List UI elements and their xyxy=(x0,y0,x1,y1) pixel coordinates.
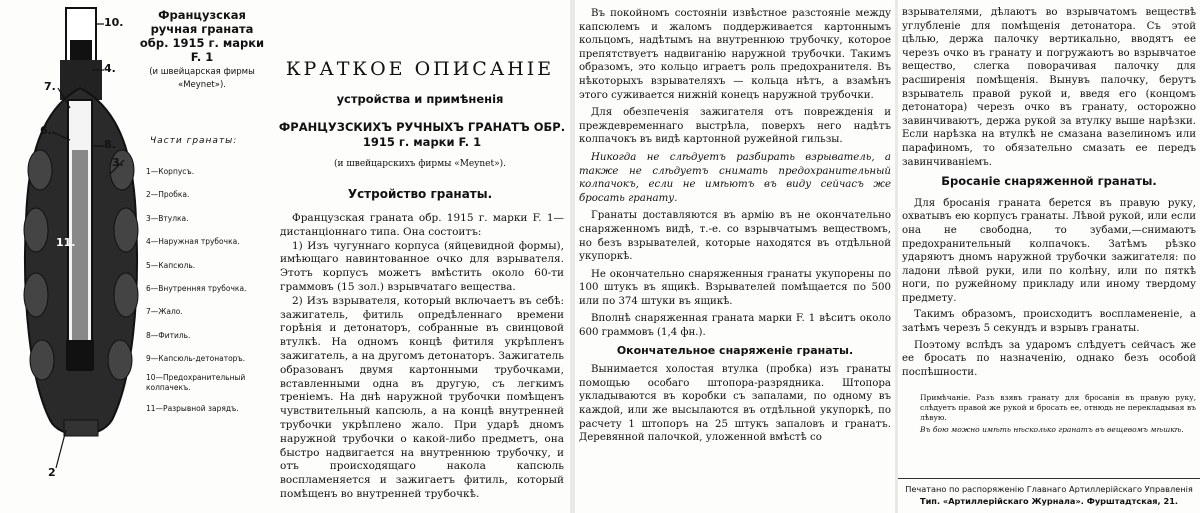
document-title: КРАТКОЕ ОПИСАНІЕ xyxy=(285,58,555,80)
callout-4: 4. xyxy=(104,62,116,75)
description-body xyxy=(280,212,564,502)
footnote-line: Примѣчаніе. Разъ взявъ гранату для бросанія въ правую руку, слѣдуетъ правой же рукой и бросать ее, отнюдь не перекладывая въ лѣвую. xyxy=(920,393,1196,423)
callout-3: 3. xyxy=(112,156,124,169)
parts-list-item: 6—Внутренняя трубочка. xyxy=(146,284,247,294)
plug-shape xyxy=(64,420,98,436)
section-heading: Окончательное снаряженіе гранаты. xyxy=(616,343,854,357)
paragraph: 2) Изъ взрывателя, который включаетъ въ себѣ: зажигатель, фитиль опредѣленнаго времени горѣнія и детонаторъ, собранные въ свинцовой втулкѣ. На одномъ концѣ фитиля укрѣпленъ зажигатель, а на другомъ детонаторъ. Зажигатель образованъ двумя картонными трубочками, вставленными одна въ другую, съ легкимъ треніемъ. На днѣ наружной трубочки помѣщенъ чувствительный капсюль, а на концѣ внутренней трубочки укрѣплено жало. При ударѣ дномъ наружной трубочки о какой-либо предметъ, она быстро надвигается на внутреннюю трубочку, и отъ происходящаго накола капсюль воспламеняется и зажигаетъ фитиль, который помѣщенъ во внутренней трубочкѣ. xyxy=(280,294,564,500)
paragraph: Гранаты доставляются въ армію въ не окончательно снаряженномъ видѣ, т.-е. со взрывчатымъ веществомъ, но безъ взрывателей, которые находятся въ отдѣльной укупоркѣ. xyxy=(579,210,891,263)
parts-list-item: 7—Жало. xyxy=(146,307,183,317)
section-heading: Устройство гранаты. xyxy=(347,187,493,201)
fuse-column-shape xyxy=(72,150,88,350)
callout-6: 6. xyxy=(40,124,52,137)
diagram-title: Французская ручная граната обр. 1915 г. марки F. 1 xyxy=(139,8,265,64)
imprint xyxy=(898,478,1200,507)
paragraph: Французская граната обр. 1915 г. марки F. 1— дистанціоннаго типа. Она состоитъ: xyxy=(280,212,564,238)
paragraph: взрывателями, дѣлаютъ во взрывчатомъ веществѣ углубленіе для помѣщенія детонатора. Съ этой цѣлью, держа палочку вертикально, вводятъ ее черезъ очко въ гранату и погружаютъ во взрывчатое вещество, слегка поворачивая палочку для расширенія помѣщенія. Вынувъ палочку, берутъ взрыватель правой рукой и, введя его (концомъ детонатора) черезъ очко въ гранату, осторожно завинчиваютъ, держа рукой за втулку выше нарѣзки. Если нарѣзка на втулкѣ не смазана вазелиномъ или парафиномъ, то обязательно смазать ее передъ завинчиваніемъ. xyxy=(902,7,1196,168)
description-panel xyxy=(270,0,570,513)
diagram-subtitle: (и швейцарская фирмы «Meynet»). xyxy=(149,67,255,90)
paragraph: Въ покойномъ состояніи извѣстное разстояніе между капсюлемъ и жаломъ поддерживается картоннымъ кольцомъ, надѣтымъ на внутреннюю трубочку, которое препятствуетъ надвиганію наружной трубочки. Такимъ образомъ, это кольцо играетъ роль предохранителя. Въ нѣкоторыхъ взрывателяхъ — кольца нѣтъ, а взамѣнъ этого суживается нижній конецъ наружной трубочки. xyxy=(579,8,891,101)
section-heading: Бросаніе снаряженной гранаты. xyxy=(941,174,1157,189)
parts-list-item: 5—Капсюль. xyxy=(146,260,196,270)
parts-list-item: 11—Разрывной зарядъ. xyxy=(146,403,239,413)
parts-list-item: 3—Втулка. xyxy=(146,213,189,223)
imprint-line: Тип. «Артиллерійскаго Журнала». Фурштадтская, 21. xyxy=(919,496,1179,506)
paragraph: 1) Изъ чугуннаго корпуса (яйцевидной формы), имѣющаго навинтованное очко для взрывателя. Этотъ корпусъ можетъ вмѣстить около 60-ти граммовъ (15 зол.) взрывчатаго вещества. xyxy=(280,239,564,293)
parts-list-item: 8—Фитиль. xyxy=(146,330,191,340)
paragraph: Для бросанія граната берется въ правую руку, охватывъ ею корпусъ гранаты. Лѣвой рукой, или если она не свободна, то зубами,—снимаютъ предохранительный колпачокъ. Затѣмъ рѣзко ударяютъ дномъ наружной трубочки зажигателя: по ладони лѣвой руки, или по колѣну, или по пяткѣ ноги, по ружейному прикладу или иному твердому предмету. xyxy=(902,197,1196,304)
parts-list-item: 10—Предохранительный колпачекъ. xyxy=(146,372,246,392)
parts-heading: Части гранаты: xyxy=(150,136,238,146)
callout-8: 8. xyxy=(104,138,116,151)
parts-list-item: 1—Корпусъ. xyxy=(146,167,195,176)
callout-11: 11. xyxy=(56,236,76,249)
usage-body xyxy=(902,6,1196,435)
warning-paragraph: Никогда не слѣдуетъ разбирать взрыватель, а также не слѣдуетъ снимать предохранительный колпачокъ, если не имѣютъ въ виду сейчасъ же бросать гранату. xyxy=(579,151,891,204)
continuation-body xyxy=(579,7,891,449)
footnote xyxy=(920,393,1196,435)
parts-list-item: 4—Наружная трубочка. xyxy=(146,237,240,247)
usage-panel xyxy=(898,0,1200,513)
callout-7: 7. xyxy=(44,80,56,93)
fuse-interior-shape xyxy=(70,40,92,60)
callout-10: 10. xyxy=(104,16,124,29)
paragraph: Такимъ образомъ, происходитъ воспламененіе, а затѣмъ черезъ 5 секундъ и взрывъ гранаты. xyxy=(902,309,1196,335)
paragraph: Поэтому вслѣдъ за ударомъ слѣдуетъ сейчасъ же ее бросать по назначенію, однако безъ особой поспѣшности. xyxy=(902,339,1196,378)
parts-list-item: 2—Пробка. xyxy=(146,190,190,200)
callout-2: 2 xyxy=(48,466,56,479)
parts-list-item: 9—Капсюль-детонаторъ. xyxy=(146,354,246,364)
document-subtitle: устройства и примѣненія xyxy=(336,92,504,106)
document-heading: ФРАНЦУЗСКИХЪ РУЧНЫХЪ ГРАНАТЪ ОБР. 1915 г. марки F. 1 xyxy=(278,120,566,149)
diagram-panel xyxy=(0,0,270,513)
document-heading-note: (и швейцарскихъ фирмы «Meynet»). xyxy=(334,159,506,169)
continuation-panel xyxy=(575,0,895,513)
paragraph: Вполнѣ снаряженная граната марки F. 1 вѣситъ около 600 граммовъ (1,4 фн.). xyxy=(579,313,891,339)
imprint-line: Печатано по распоряженію Главнаго Артиллерійскаго Управленія xyxy=(905,484,1193,494)
paragraph: Вынимается холостая втулка (пробка) изъ гранаты помощью особаго штопора-разрядника. Штопора укладываются въ коробки съ запалами, по одному въ каждой, или же высылаются въ отдѣльной укупоркѣ, по расчету 1 штопоръ на 25 штукъ запаловъ и гранатъ. Деревянной палочкой, уложенной вмѣстѣ со xyxy=(579,364,891,444)
paragraph: Не окончательно снаряженныя гранаты укупорены по 100 штукъ въ ящикѣ. Взрывателей помѣщается по 500 или по 374 штуки въ ящикѣ. xyxy=(579,268,891,307)
footnote-line: Въ бою можно имѣть нѣсколько гранатъ въ вещевомъ мѣшкѣ. xyxy=(920,425,1184,435)
detonator-shape xyxy=(66,340,94,370)
parts-list xyxy=(146,160,268,420)
paragraph: Для обезпеченія зажигателя отъ поврежденія и преждевременнаго выстрѣла, поверхъ него надѣтъ колпачокъ въ видѣ картонной ружейной гильзы. xyxy=(579,107,891,146)
